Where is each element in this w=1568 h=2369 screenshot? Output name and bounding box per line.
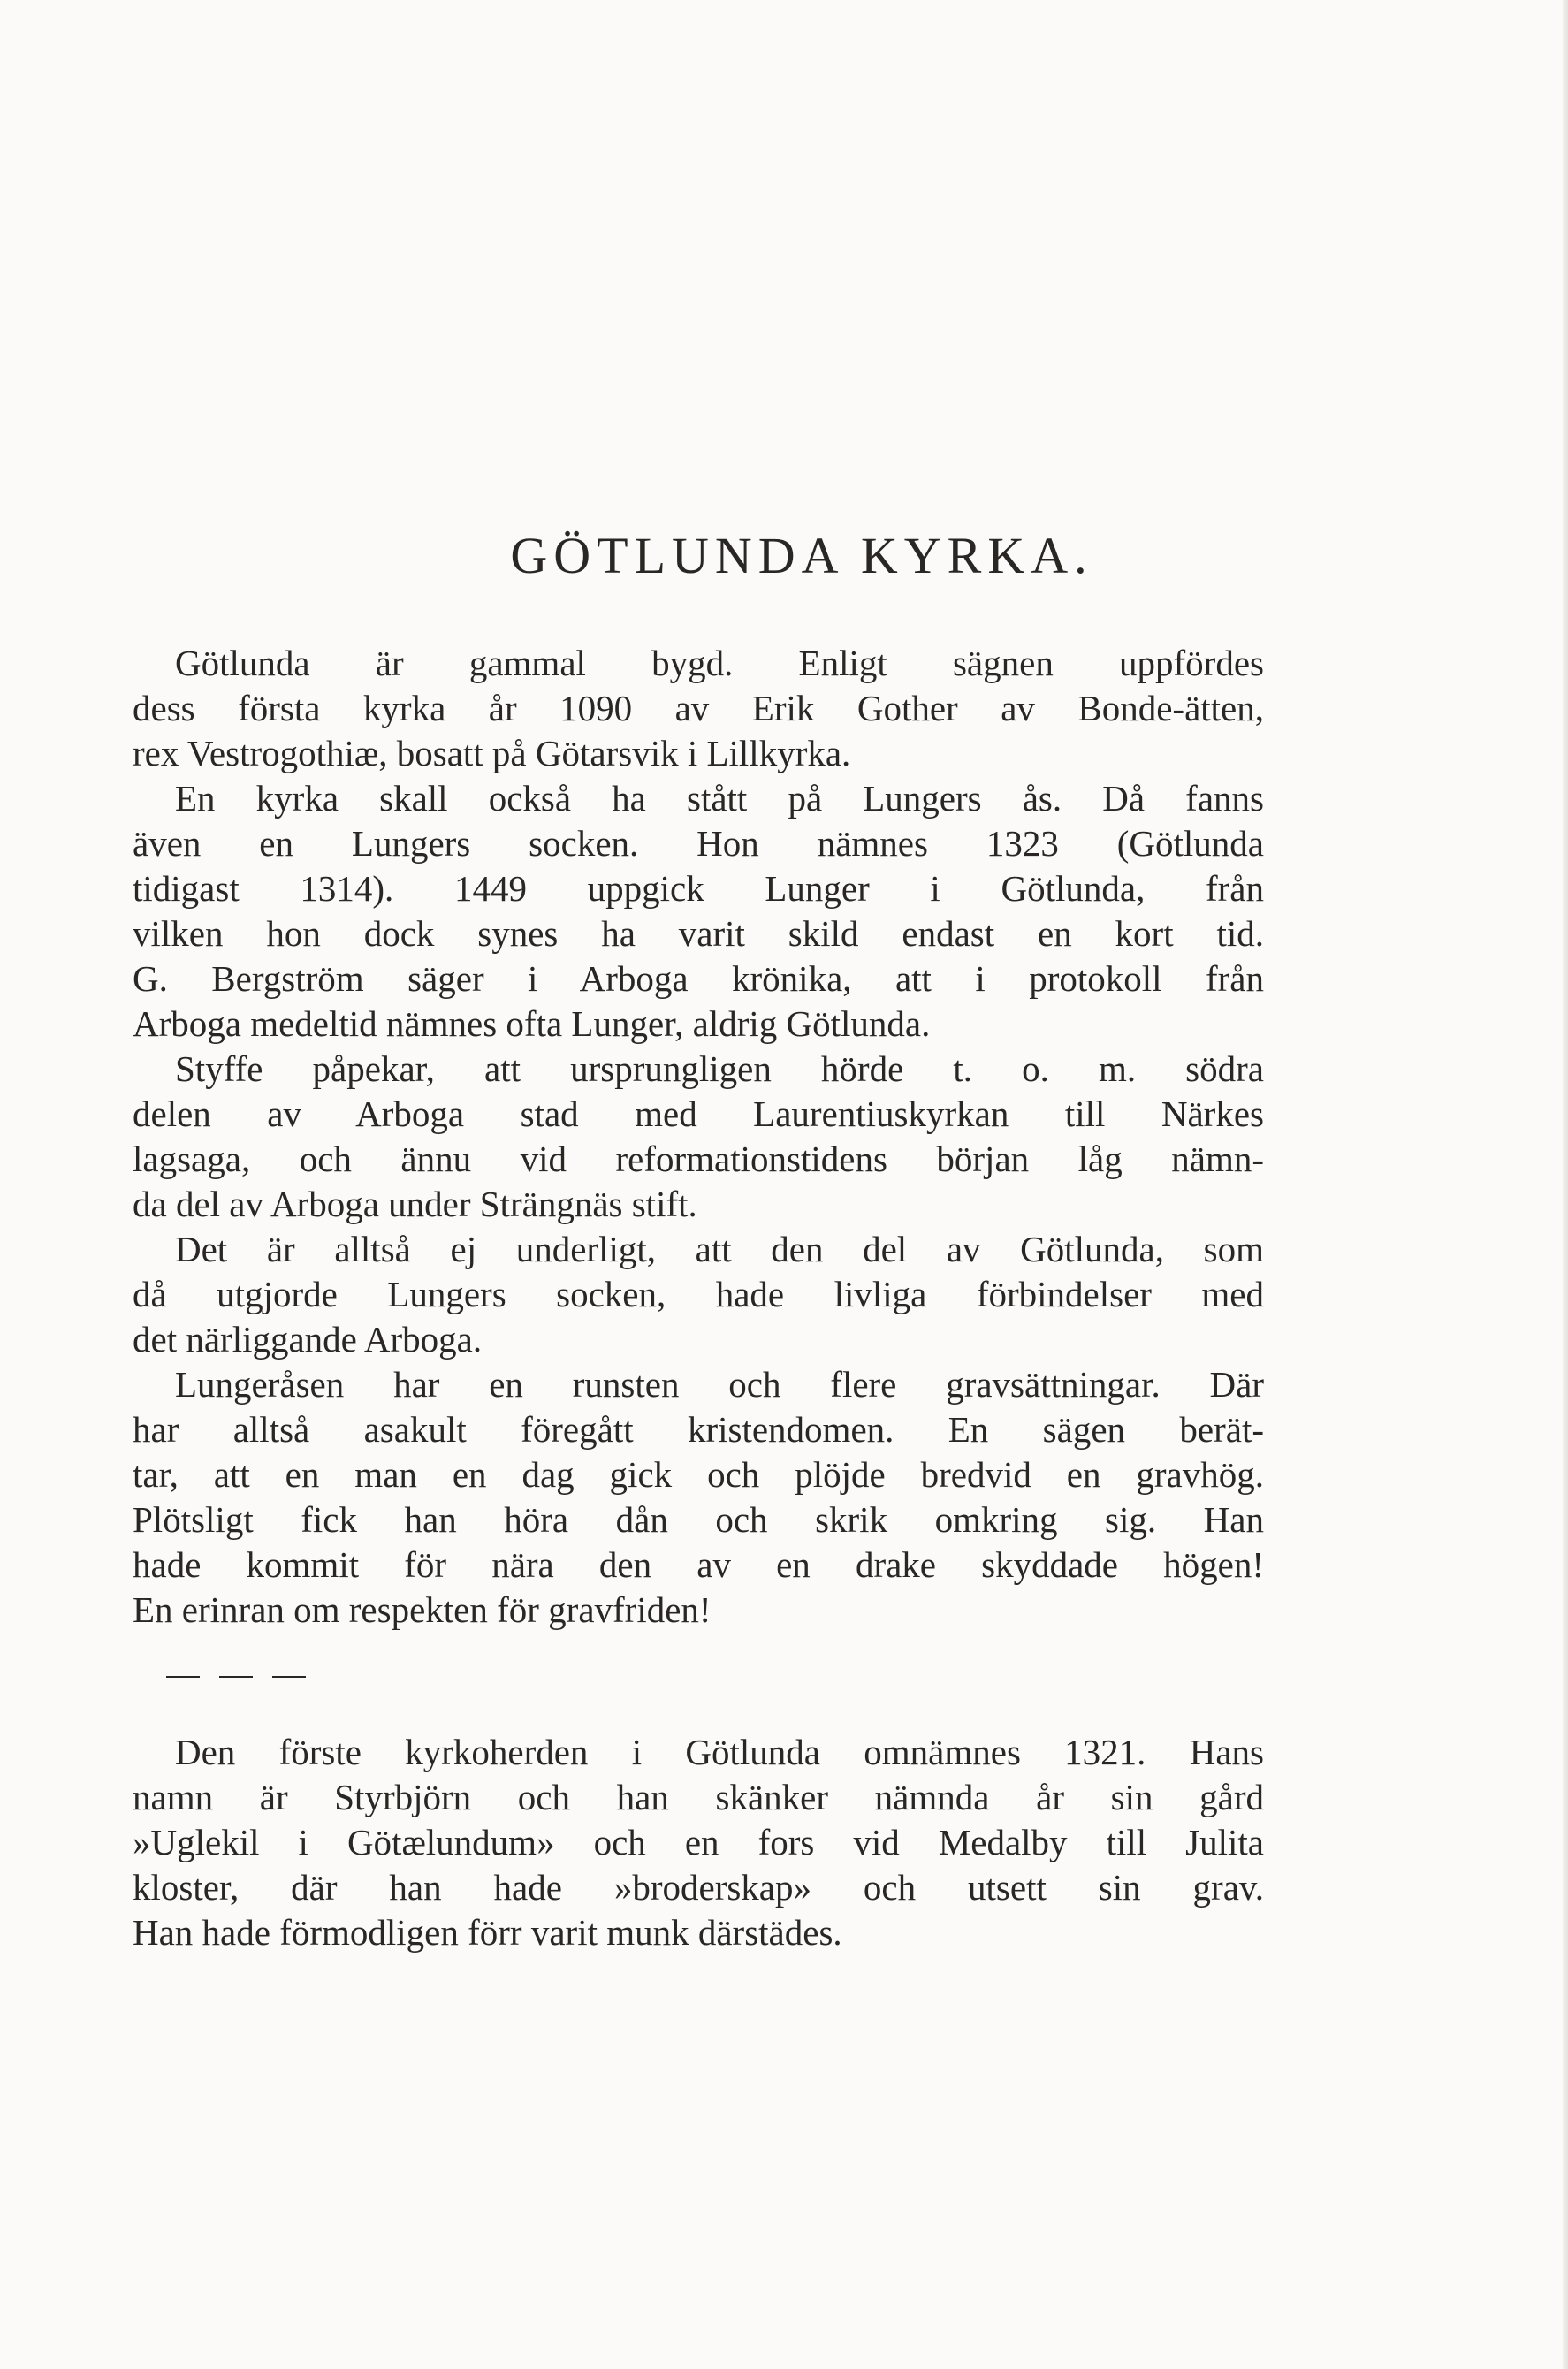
paragraph-5 [133,1362,1264,1633]
paragraph-4 [133,1227,1264,1362]
paragraph-6 [133,1730,1264,1955]
text-line: tar, att en man en dag gick och plöjde bredvid en gravhög. [133,1454,1264,1495]
text-line: då utgjorde Lungers socken, hade livliga förbindelser med [133,1274,1264,1314]
separator-dash [272,1676,306,1678]
text-line: det närliggande Arboga. [133,1319,483,1360]
text-line: da del av Arboga under Strängnäs stift. [133,1184,697,1224]
text-line: Plötsligt fick han höra dån och skrik omkring sig. Han [133,1499,1264,1540]
text-line: Det är alltså ej underligt, att den del av Götlunda, som [175,1229,1264,1269]
section-separator [133,1633,1264,1730]
text-line: Arboga medeltid nämnes ofta Lunger, aldrig Götlunda. [133,1003,931,1044]
text-line: Styffe påpekar, att ursprungligen hörde t. o. m. södra [175,1048,1264,1089]
text-line: G. Bergström säger i Arboga krönika, att i protokoll från [133,958,1264,999]
text-line: namn är Styrbjörn och han skänker nämnda år sin gård [133,1777,1264,1817]
text-line: har alltså asakult föregått kristendomen. En sägen berät- [133,1409,1264,1450]
text-line: dess första kyrka år 1090 av Erik Gother av Bonde-ätten, [133,688,1264,728]
paragraph-2 [133,776,1264,1047]
separator-dash [219,1676,253,1678]
text-line: Han hade förmodligen förr varit munk därstädes. [133,1912,842,1953]
text-line: lagsaga, och ännu vid reformationstidens början låg nämn- [133,1139,1264,1179]
text-line: tidigast 1314). 1449 uppgick Lunger i Götlunda, från [133,868,1264,909]
text-line: En kyrka skall också ha stått på Lungers ås. Då fanns [175,778,1264,819]
text-line: Den förste kyrkoherden i Götlunda omnämnes 1321. Hans [175,1732,1264,1772]
text-line: Lungeråsen har en runsten och flere gravsättningar. Där [175,1364,1264,1405]
paragraph-3 [133,1047,1264,1227]
text-line: »Uglekil i Götælundum» och en fors vid Medalby till Julita [133,1822,1264,1862]
text-line: En erinran om respekten för gravfriden! [133,1589,712,1630]
paragraph-1 [133,641,1264,776]
text-line: även en Lungers socken. Hon nämnes 1323 (Götlunda [133,823,1264,864]
page-title: GÖTLUNDA KYRKA. [510,527,1093,584]
text-line: rex Vestrogothiæ, bosatt på Götarsvik i Lillkyrka. [133,733,851,773]
separator-dash [166,1676,200,1678]
text-line: Götlunda är gammal bygd. Enligt sägnen uppfördes [175,643,1264,683]
text-line: vilken hon dock synes ha varit skild endast en kort tid. [133,913,1264,954]
page-edge [1563,0,1568,2369]
text-line: hade kommit för nära den av en drake skyddade högen! [133,1544,1264,1585]
text-line: kloster, där han hade »broderskap» och utsett sin grav. [133,1867,1264,1908]
text-line: delen av Arboga stad med Laurentiuskyrkan till Närkes [133,1093,1264,1134]
body-text [133,641,1264,1955]
